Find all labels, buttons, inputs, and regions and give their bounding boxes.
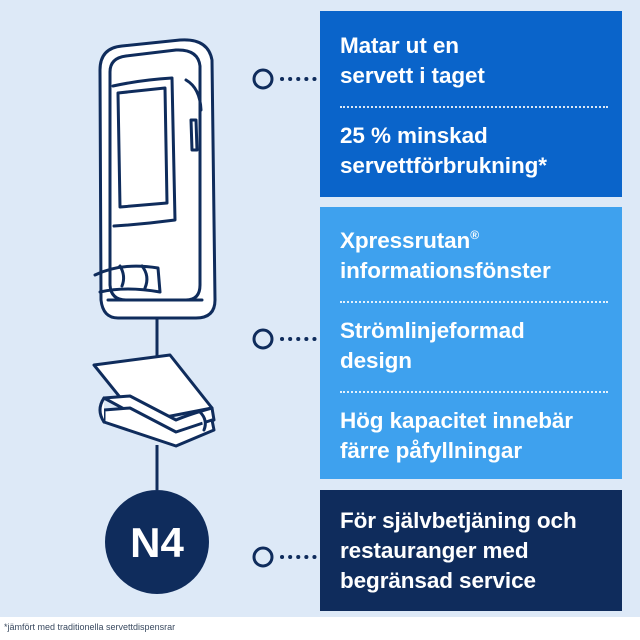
feature-line: begränsad service bbox=[340, 568, 536, 593]
napkin-dispenser-illustration bbox=[95, 40, 215, 318]
feature-line: informationsfönster bbox=[340, 258, 551, 283]
feature-line bbox=[340, 220, 608, 256]
connector-bottom bbox=[254, 548, 318, 566]
badge-label: N4 bbox=[130, 519, 184, 566]
n4-badge bbox=[105, 490, 209, 594]
feature-line: servettförbrukning* bbox=[340, 153, 547, 178]
feature-line: färre påfyllningar bbox=[340, 438, 523, 463]
napkin-stack-illustration bbox=[94, 355, 214, 446]
feature-line: Hög kapacitet innebär bbox=[340, 408, 573, 433]
feature-line: 25 % minskad bbox=[340, 123, 488, 148]
feature-box-middle bbox=[320, 207, 622, 479]
feature-line: Strömlinjeformad bbox=[340, 318, 525, 343]
connector-dot-icon bbox=[254, 70, 272, 88]
trademark-symbol: ® bbox=[470, 228, 479, 242]
feature-line: restauranger med bbox=[340, 538, 529, 563]
connector-dot-icon bbox=[254, 330, 272, 348]
feature-line: design bbox=[340, 348, 412, 373]
connector-dot-icon bbox=[254, 548, 272, 566]
feature-box-top bbox=[320, 11, 622, 197]
footnote: *jämfört med traditionella servettdispensrar bbox=[4, 622, 176, 632]
connector-mid bbox=[254, 330, 318, 348]
connector-top bbox=[254, 70, 318, 88]
feature-box-bottom bbox=[320, 490, 622, 611]
feature-line: För självbetjäning och bbox=[340, 508, 577, 533]
feature-line: servett i taget bbox=[340, 63, 485, 88]
feature-line: Matar ut en bbox=[340, 33, 459, 58]
feature-line-text: Xpressrutan bbox=[340, 228, 471, 253]
